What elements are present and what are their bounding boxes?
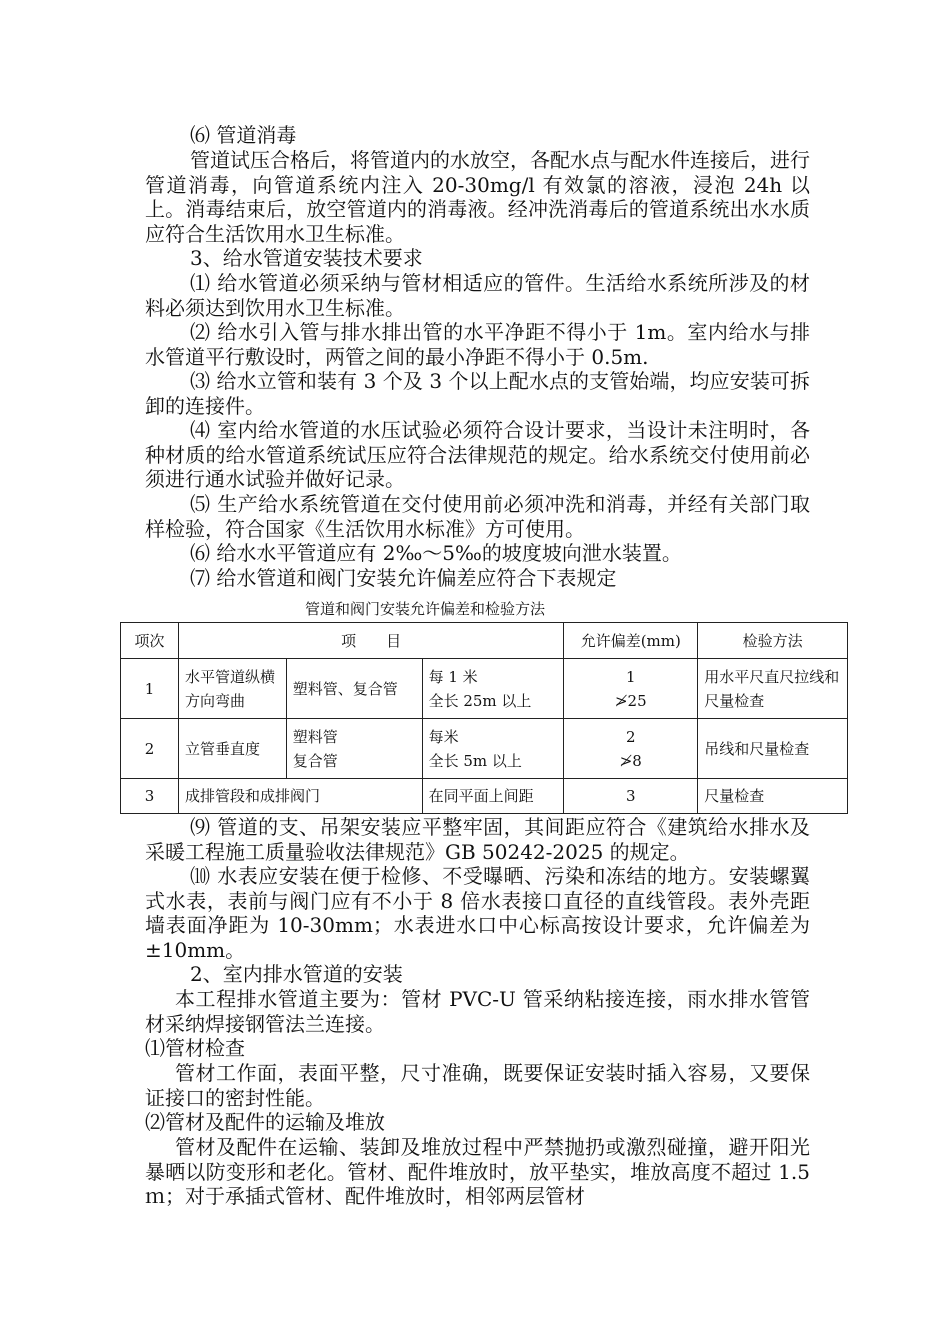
- allow-line: 1: [626, 667, 636, 686]
- cell-item: 成排管段和成排阀门: [178, 779, 422, 814]
- cell-item: 立管垂直度: [178, 719, 286, 779]
- paragraph-disinfection: 管道试压合格后，将管道内的水放空，各配水点与配水件连接后，进行管道消毒，向管道系统内注入 20-30mg/l 有效氯的溶液，浸泡 24h 以上。消毒结束后，放空管道内的消毒液。经冲洗消毒后的管道系统出水水质应符合生活饮用水卫生标准。: [145, 148, 810, 246]
- paragraph-req-2: ⑵ 给水引入管与排水排出管的水平净距不得小于 1m。室内给水与排水管道平行敷设时，两管之间的最小净距不得小于 0.5m.: [145, 320, 810, 369]
- paragraph-req-4: ⑷ 室内给水管道的水压试验必须符合设计要求，当设计未注明时，各种材质的给水管道系统试压应符合法律规范的规定。给水系统交付使用前必须进行通水试验并做好记录。: [145, 418, 810, 491]
- paragraph-req-5: ⑸ 生产给水系统管道在交付使用前必须冲洗和消毒，并经有关部门取样检验，符合国家《生活饮用水标准》方可使用。: [145, 492, 810, 541]
- table-row: [121, 659, 848, 719]
- cell-no: 3: [121, 779, 179, 814]
- scope-line: 每米: [428, 727, 459, 746]
- paragraph-transport-storage: 管材及配件在运输、装卸及堆放过程中严禁抛扔或激烈碰撞，避开阳光暴晒以防变形和老化。管材、配件堆放时，放平垫实，堆放高度不超过 1.5ｍ；对于承插式管材、配件堆放时，相邻两层管材: [145, 1135, 810, 1208]
- scope-line: 每 1 米: [428, 667, 478, 686]
- header-item: 项 目: [178, 623, 563, 659]
- paragraph-req-1: ⑴ 给水管道必须采纳与管材相适应的管件。生活给水系统所涉及的材料必须达到饮用水卫生标准。: [145, 271, 810, 320]
- table-row: [121, 719, 848, 779]
- material-line: 复合管: [292, 751, 338, 770]
- heading-pipe-disinfection: ⑹ 管道消毒: [190, 123, 297, 147]
- cell-scope: [422, 659, 564, 719]
- heading-supply-requirements: 3、给水管道安装技术要求: [190, 246, 423, 270]
- allow-line: 2: [626, 727, 636, 746]
- cell-material: 塑料管、复合管: [286, 659, 422, 719]
- heading-pipe-inspection: ⑴管材检查: [145, 1036, 245, 1060]
- paragraph-req-6: ⑹ 给水水平管道应有 2‰～5‰的坡度坡向泄水装置。: [190, 541, 682, 565]
- allow-line: ≯8: [619, 751, 642, 770]
- cell-allow: [564, 719, 698, 779]
- paragraph-water-meter: ⑽ 水表应安装在便于检修、不受曝晒、污染和冻结的地方。安装螺翼式水表，表前与阀门应有不小于 8 倍水表接口直径的直线管段。表外壳距墙表面净距为 10-30mm；水表进水口中心标高按设计要求，允许偏差为±10mm。: [145, 864, 810, 962]
- paragraph-req-7: ⑺ 给水管道和阀门安装允许偏差应符合下表规定: [190, 566, 617, 590]
- cell-allow: 3: [564, 779, 698, 814]
- allow-line: ≯25: [614, 691, 647, 710]
- table-caption: 管道和阀门安装允许偏差和检验方法: [304, 600, 545, 618]
- cell-no: 1: [121, 659, 179, 719]
- cell-material: [286, 719, 422, 779]
- paragraph-support-spacing: ⑼ 管道的支、吊架安装应平整牢固，其间距应符合《建筑给水排水及采暖工程施工质量验收法律规范》GB 50242-2025 的规定。: [145, 815, 810, 864]
- header-method: 检验方法: [698, 623, 848, 659]
- cell-method: 吊线和尺量检查: [698, 719, 848, 779]
- heading-drainage-install: 2、室内排水管道的安装: [190, 962, 403, 986]
- heading-transport-storage: ⑵管材及配件的运输及堆放: [145, 1110, 385, 1134]
- cell-method: 用水平尺直尺拉线和尺量检查: [698, 659, 848, 719]
- cell-scope: 在同平面上间距: [422, 779, 564, 814]
- cell-item: 水平管道纵横方向弯曲: [178, 659, 286, 719]
- paragraph-drainage-overview: 本工程排水管道主要为：管材 PVC-U 管采纳粘接连接，雨水排水管管材采纳焊接钢管法兰连接。: [145, 987, 810, 1036]
- cell-allow: [564, 659, 698, 719]
- table-header-row: [121, 623, 848, 659]
- paragraph-pipe-inspection: 管材工作面，表面平整，尺寸准确，既要保证安装时插入容易，又要保证接口的密封性能。: [145, 1061, 810, 1110]
- header-no: 项次: [121, 623, 179, 659]
- scope-line: 全长 5m 以上: [428, 751, 522, 770]
- header-allow: 允许偏差(mm): [564, 623, 698, 659]
- paragraph-req-3: ⑶ 给水立管和装有 3 个及 3 个以上配水点的支管始端，均应安装可拆卸的连接件。: [145, 369, 810, 418]
- tolerance-table: [120, 622, 848, 814]
- table-row: [121, 779, 848, 814]
- cell-no: 2: [121, 719, 179, 779]
- material-line: 塑料管: [292, 727, 338, 746]
- cell-method: 尺量检查: [698, 779, 848, 814]
- scope-line: 全长 25m 以上: [428, 691, 532, 710]
- cell-scope: [422, 719, 564, 779]
